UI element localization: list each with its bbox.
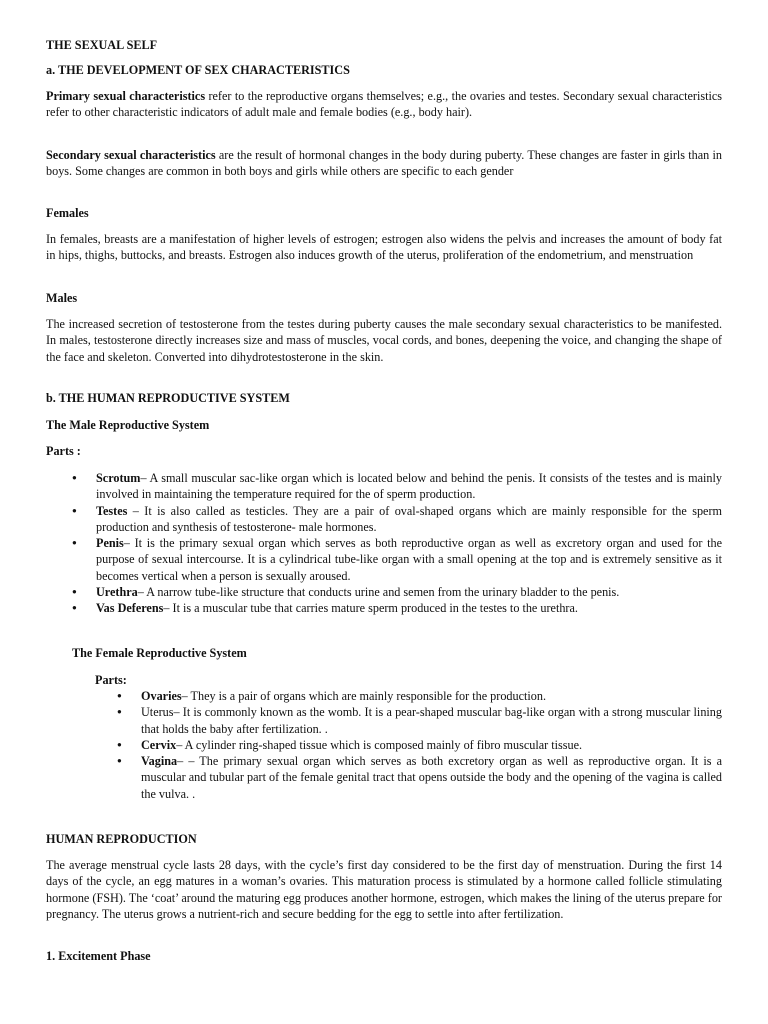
- list-item: ● Uterus– It is commonly known as the womb. It is a pear-shaped muscular bag-like organ with a strong muscular lining that holds the baby after fertilization. .: [46, 704, 722, 737]
- human-reproduction-paragraph: The average menstrual cycle lasts 28 days, with the cycle’s first day considered to be the first day of menstruation. During the first 14 days of the cycle, an egg matures in a woman’s ovaries. This maturation process is stimulated by a hormone called follicle stimulating hormone (FSH). The ‘coat’ around the maturing egg produces another hormone, estrogen, which makes the lining of the uterus prepare for pregnancy. The uterus grows a nutrient-rich and secure bedding for the egg to settle into after fertilization.: [46, 858, 722, 921]
- males-heading: Males: [46, 291, 78, 305]
- list-item: ● Scrotum– A small muscular sac-like organ which is located below and behind the penis. It consists of the testes and is mainly involved in maintaining the temperature required for the of sperm production.: [46, 470, 722, 503]
- secondary-characteristics-paragraph: [46, 147, 722, 180]
- document-title: THE SEXUAL SELF: [46, 38, 158, 52]
- human-reproduction-heading: HUMAN REPRODUCTION: [46, 832, 197, 846]
- list-item: ● Vagina– – The primary sexual organ which serves as both excretory organ as well as reproductive organ. It is a muscular and tubular part of the female genital tract that opens outside the body and the opening of the vagina is called the vulva. .: [46, 753, 722, 802]
- female-system-heading: The Female Reproductive System: [72, 646, 247, 660]
- females-paragraph: In females, breasts are a manifestation of higher levels of estrogen; estrogen also widens the pelvis and increases the amount of body fat in hips, thighs, buttocks, and breasts. Estrogen also induces growth of the uterus, proliferation of the endometrium, and menstruation: [46, 232, 722, 263]
- male-system-heading: The Male Reproductive System: [46, 418, 210, 432]
- primary-text: refer to the reproductive organs themselves; e.g., the ovaries and testes. Secondary sexual characteristics refer to other characteristic indicators of adult male and female bodies (e.g., body hair).: [46, 89, 722, 120]
- secondary-term: Secondary sexual characteristics: [46, 148, 216, 162]
- male-parts-list: [46, 470, 722, 617]
- list-item: ● Penis– It is the primary sexual organ which serves as both reproductive organ as well as excretory organ and used for the purpose of sexual intercourse. It is a cylindrical tube-like organ with a small opening at the top and is extremely sensitive as it becomes vertical when a person is sexually aroused.: [46, 535, 722, 584]
- excitement-phase-heading: 1. Excitement Phase: [46, 949, 151, 963]
- male-parts-label: Parts :: [46, 444, 81, 458]
- section-b-heading: b. THE HUMAN REPRODUCTIVE SYSTEM: [46, 391, 290, 405]
- female-parts-label: Parts:: [95, 673, 127, 687]
- list-item: ● Urethra– A narrow tube-like structure that conducts urine and semen from the urinary bladder to the penis.: [46, 584, 722, 600]
- females-heading: Females: [46, 206, 89, 220]
- section-a-heading: a. THE DEVELOPMENT OF SEX CHARACTERISTICS: [46, 63, 350, 77]
- secondary-text: are the result of hormonal changes in the body during puberty. These changes are faster in girls than in boys. Some changes are common in both boys and girls while others are specific to each gender: [46, 148, 722, 179]
- list-item: ● Cervix– A cylinder ring-shaped tissue which is composed mainly of fibro muscular tissue.: [46, 737, 722, 753]
- list-item: ● Vas Deferens– It is a muscular tube that carries mature sperm produced in the testes to the urethra.: [46, 600, 722, 616]
- list-item: ● Testes – It is also called as testicles. They are a pair of oval-shaped organs which are mainly responsible for the sperm production and synthesis of testosterone- male hormones.: [46, 503, 722, 536]
- primary-term: Primary sexual characteristics: [46, 89, 206, 103]
- males-paragraph: The increased secretion of testosterone from the testes during puberty causes the male secondary sexual characteristics to be manifested. In males, testosterone directly increases size and mass of muscles, vocal cords, and bones, deepening the voice, and changing the shape of the face and skeleton. Converted into dihydrotestosterone in the skin.: [46, 317, 722, 364]
- female-parts-list: [46, 688, 722, 802]
- list-item: ● Ovaries– They is a pair of organs which are mainly responsible for the production.: [46, 688, 722, 704]
- primary-characteristics-paragraph: [46, 88, 722, 121]
